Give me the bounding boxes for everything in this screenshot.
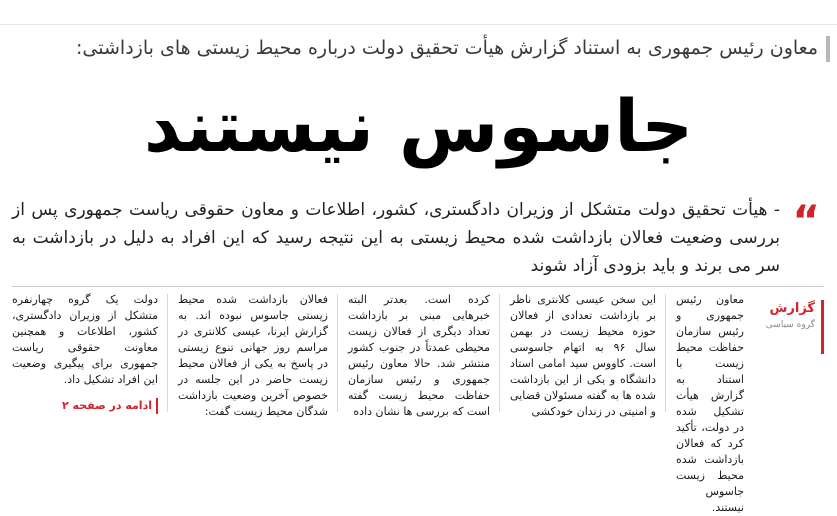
quote-icon: “ <box>792 196 820 245</box>
divider <box>12 286 824 287</box>
column-1-body <box>676 292 824 514</box>
headline: جاسوس نیستند <box>143 84 694 168</box>
column-2: این سخن عیسی کلانتری ناظر بر بازداشت تعدادی از فعالان حوزه محیط زیست در بهمن سال ۹۶ به اتهام جاسوسی است. کاووس سید امامی استاد دانشگاه و یکی از این بازداشت شده ها به گفته مسئولان قضایی و امنیتی در زندان خودکشی <box>510 293 656 418</box>
top-bar <box>0 0 837 25</box>
kicker-row <box>18 30 830 68</box>
column-separator <box>665 294 666 412</box>
kicker-text: معاون رئیس جمهوری به استناد گزارش هیأت تحقیق دولت درباره محیط زیستی های بازداشتی: <box>76 37 818 59</box>
column-separator <box>167 294 168 412</box>
lead-section <box>12 196 820 282</box>
column-4: فعالان بازداشت شده محیط زیستی جاسوس نبوده اند. به گزارش ایرنا، عیسی کلانتری در مراسم روز جهانی تنوع زیستی در پاسخ به یکی از فعالان محیط زیست حاضر در این جلسه در خصوص آخرین وضعیت بازداشت شدگان محیط زیست گفت: <box>178 293 328 418</box>
lead-text: - هیأت تحقیق دولت متشکل از وزیران دادگستری، کشور، اطلاعات و معاون حقوقی ریاست جمهوری پس از بررسی وضعیت فعالان بازداشت شده محیط زیستی به این نتیجه رسید که این افراد به دلیل در بازداشت به سر می برند و باید بزودی آزاد شوند <box>12 200 780 276</box>
column-5 <box>12 292 158 420</box>
column-separator <box>499 294 500 412</box>
column-5-paragraph: دولت یک گروه چهارنفره متشکل از وزیران دادگستری، کشور، اطلاعات و همچنین معاونت حقوقی ریاست جمهوری برای پیگیری وضعیت این افراد تشکیل داد. <box>12 293 158 386</box>
continue-link[interactable]: ادامه در صفحه ۲ <box>62 398 158 414</box>
report-sub: گروه سیاسی <box>765 320 815 330</box>
report-label: گزارش <box>769 301 815 316</box>
column-separator <box>337 294 338 412</box>
column-3: کرده است. بعدتر البته خبرهایی مبنی بر بازداشت تعداد دیگری از فعالان زیست محیطی عمدتاً در جنوب کشور منتشر شد. حالا معاون رئیس جمهوری و رئیس سازمان حفاظت محیط زیست گفته است که بررسی ها نشان داده <box>348 293 490 418</box>
column-1-paragraph: معاون رئیس جمهوری و رئیس سازمان حفاظت محیط زیست با استناد به گزارش هیأت تشکیل شده در دولت، تأکید کرد که فعالان بازداشت شده محیط زیست جاسوس نیستند. <box>676 293 744 514</box>
body-columns <box>12 292 824 514</box>
kicker-bar <box>826 36 830 62</box>
